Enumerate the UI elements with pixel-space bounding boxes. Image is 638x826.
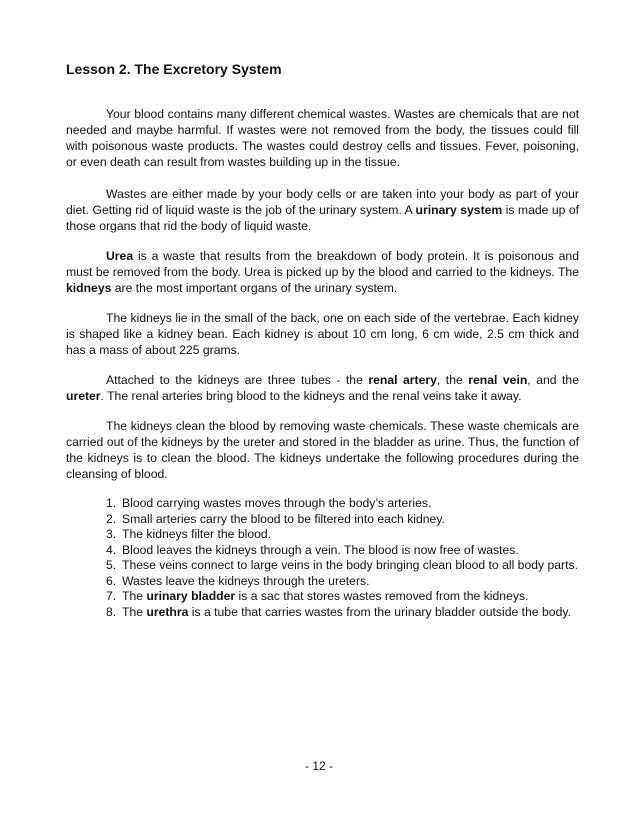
text-run: is a waste that results from the breakdown of body protein. It is poisonous and must be removed from the body. Urea is picked up by the blood and carried to the kidneys. The <box>66 249 579 279</box>
paragraph <box>66 106 579 170</box>
list-item-text <box>122 527 271 541</box>
text-run: The kidneys clean the blood by removing waste chemicals. These waste chemicals are carried out of the kidneys by the ureter and stored in the bladder as urine. Thus, the function of the kidneys is to clean the blood. The kidneys undertake the following procedures during the cleansing of blood. <box>66 419 579 481</box>
text-run: Blood leaves the kidneys through a vein. The blood is now free of wastes. <box>122 542 519 557</box>
list-item-text <box>122 574 370 588</box>
list-number: 6. <box>106 573 117 588</box>
bold-term: urethra <box>146 604 189 619</box>
list-item-text <box>122 589 528 603</box>
text-run: Your blood contains many different chemical wastes. Wastes are chemicals that are not needed and maybe harmful. If wastes were not removed from the body, the tissues could fill with poisonous waste products. The wastes could destroy cells and tissues. Fever, poisoning, or even death can result from wastes building up in the tissue. <box>66 107 579 169</box>
list-item-text <box>122 605 571 619</box>
text-run: Wastes leave the kidneys through the ureters. <box>122 573 370 588</box>
text-run: The <box>122 589 147 603</box>
bold-term: urinary bladder <box>146 589 236 603</box>
text-run: These veins connect to large veins in the body bringing clean blood to all body parts. <box>122 558 578 572</box>
text-run: Attached to the kidneys are three tubes - the <box>106 373 369 387</box>
list-item <box>106 574 579 590</box>
text-run: is made up of those organs that rid the body of liquid waste. <box>66 203 579 233</box>
list-item-text <box>122 496 431 510</box>
bold-term: renal vein <box>468 373 528 387</box>
paragraph <box>66 310 579 358</box>
list-item <box>106 512 579 528</box>
text-run: , the <box>436 373 469 387</box>
list-item-text <box>122 512 445 526</box>
text-run: Small arteries carry the blood to be filtered into each kidney. <box>122 511 445 526</box>
list-item-text <box>122 543 519 557</box>
text-run: are the most important organs of the urinary system. <box>111 281 398 295</box>
bold-term: urinary system <box>415 203 503 217</box>
text-run: Wastes are either made by your body cells or are taken into your body as part of your diet. Getting rid of liquid waste is the job of the urinary system. A <box>66 187 579 217</box>
bold-term: kidneys <box>66 281 112 295</box>
page-number: - 12 - <box>304 759 333 773</box>
paragraph <box>66 418 579 482</box>
list-number: 5. <box>106 558 117 572</box>
paragraph <box>66 186 579 234</box>
text-run: Blood carrying wastes moves through the body’s arteries. <box>122 496 432 510</box>
text-run: The kidneys lie in the small of the back, one on each side of the vertebrae. Each kidney is shaped like a kidney bean. Each kidney is about 10 cm long, 6 cm wide, 2.5 cm thick and has a mass of about 225 grams. <box>66 311 579 357</box>
list-item <box>106 496 579 512</box>
procedure-list <box>66 496 579 620</box>
text-run: is a tube that carries wastes from the urinary bladder outside the body. <box>188 604 571 619</box>
paragraph <box>66 372 579 404</box>
list-number: 7. <box>106 589 117 603</box>
bold-term: renal artery <box>368 373 437 387</box>
list-number: 4. <box>106 542 117 557</box>
list-item <box>106 527 579 543</box>
bold-term: ureter <box>66 389 101 403</box>
text-run: is a sac that stores wastes removed from the kidneys. <box>235 589 529 603</box>
text-run: The kidneys filter the blood. <box>122 527 272 541</box>
list-item <box>106 605 579 621</box>
text-run: , and the <box>527 373 579 387</box>
bold-term: Urea <box>106 249 134 263</box>
list-item <box>106 543 579 559</box>
list-item <box>106 589 579 605</box>
paragraph <box>66 248 579 296</box>
list-number: 2. <box>106 511 117 526</box>
list-number: 3. <box>106 527 117 541</box>
list-item-text <box>122 558 578 572</box>
list-number: 8. <box>106 604 117 619</box>
list-item <box>106 558 579 574</box>
list-number: 1. <box>106 496 117 510</box>
text-run: . The renal arteries bring blood to the kidneys and the renal veins take it away. <box>100 389 522 403</box>
lesson-title: Lesson 2. The Excretory System <box>66 61 282 77</box>
lesson-body <box>66 106 579 620</box>
text-run: The <box>122 604 147 619</box>
